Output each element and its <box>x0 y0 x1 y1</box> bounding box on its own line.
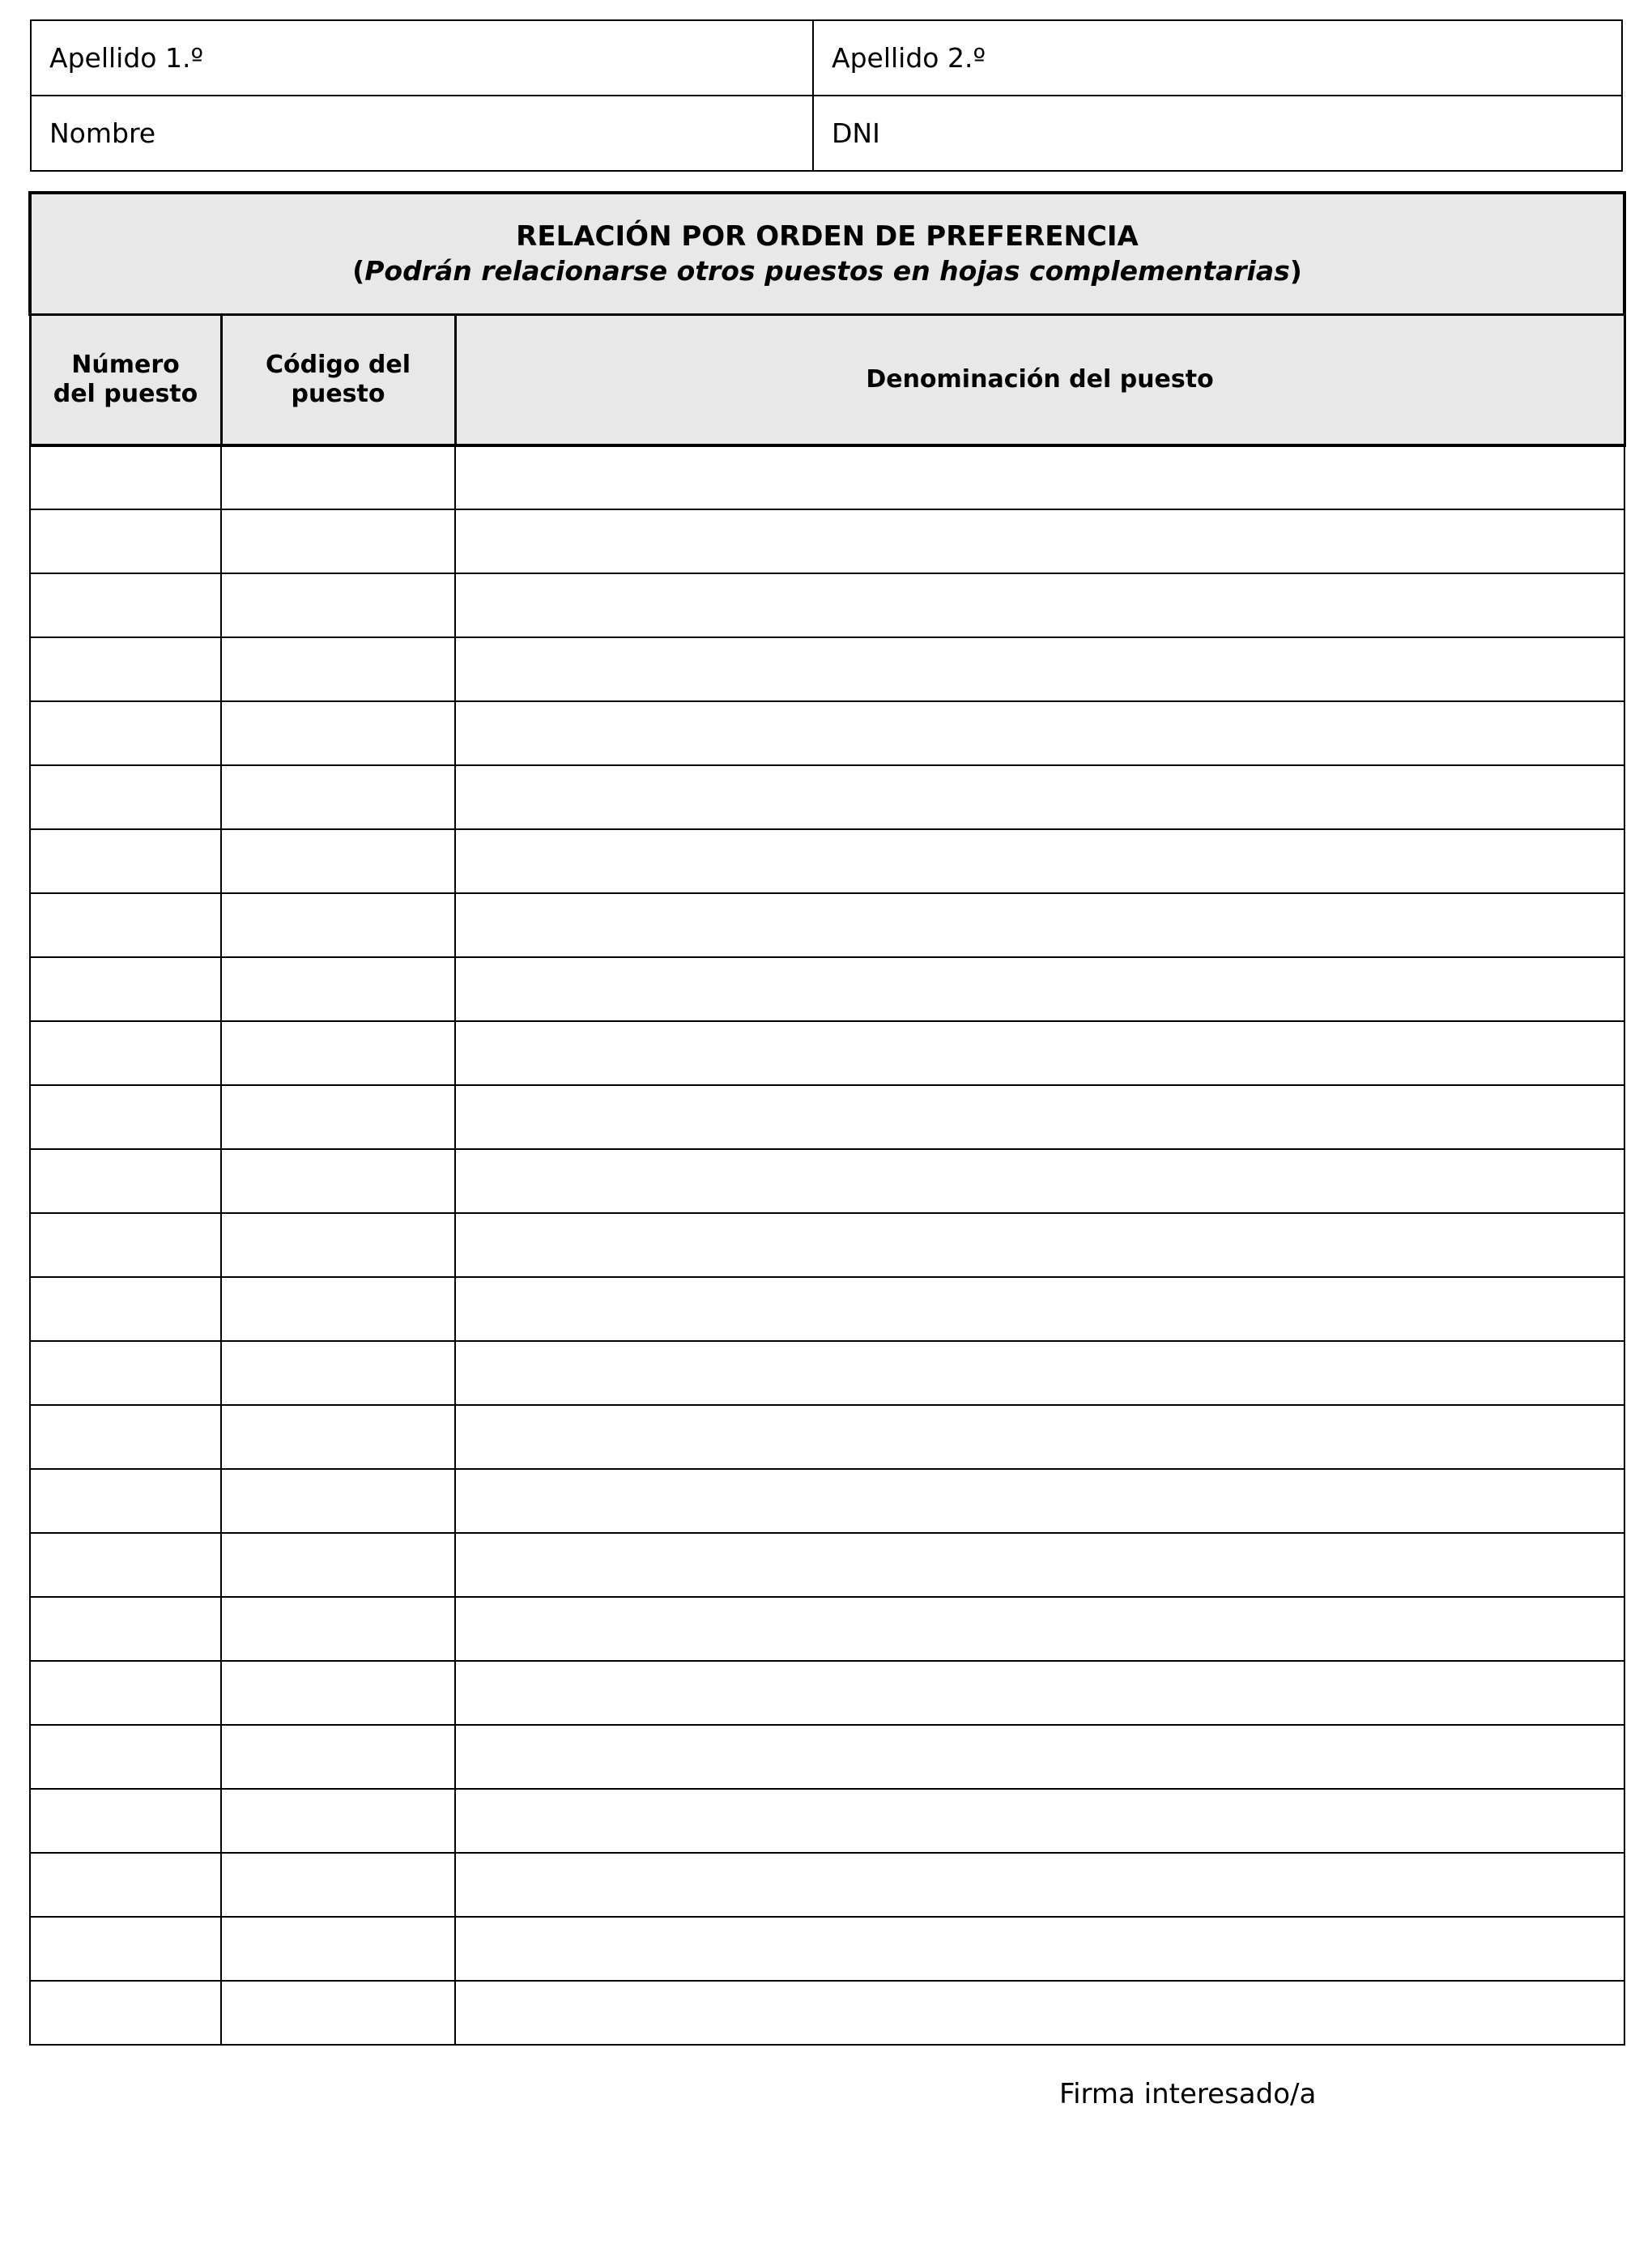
preference-title: RELACIÓN POR ORDEN DE PREFERENCIA <box>516 220 1139 253</box>
codigo-cell[interactable] <box>221 1917 455 1981</box>
table-row <box>30 1469 1624 1533</box>
codigo-cell[interactable] <box>221 957 455 1021</box>
apellido1-field[interactable] <box>31 20 813 96</box>
codigo-cell[interactable] <box>221 1981 455 2045</box>
denominacion-cell[interactable] <box>455 893 1624 957</box>
codigo-cell[interactable] <box>221 573 455 637</box>
numero-cell[interactable] <box>30 1917 221 1981</box>
apellido1-label: Apellido 1.º <box>49 42 203 74</box>
codigo-cell[interactable] <box>221 1405 455 1469</box>
numero-cell[interactable] <box>30 1277 221 1341</box>
table-row <box>30 1149 1624 1213</box>
table-row <box>30 1981 1624 2045</box>
preference-subtitle <box>32 254 1623 288</box>
table-row <box>30 1085 1624 1149</box>
codigo-cell[interactable] <box>221 1533 455 1597</box>
table-row <box>30 1789 1624 1853</box>
codigo-cell[interactable] <box>221 637 455 701</box>
table-row <box>30 1661 1624 1725</box>
codigo-cell[interactable] <box>221 701 455 765</box>
identity-row-name-dni <box>31 96 1622 171</box>
denominacion-cell[interactable] <box>455 1085 1624 1149</box>
preference-table-body <box>30 445 1624 2045</box>
numero-cell[interactable] <box>30 957 221 1021</box>
codigo-cell[interactable] <box>221 1085 455 1149</box>
table-row <box>30 1021 1624 1085</box>
numero-cell[interactable] <box>30 1469 221 1533</box>
dni-label: DNI <box>832 117 880 149</box>
codigo-cell[interactable] <box>221 509 455 573</box>
codigo-cell[interactable] <box>221 1469 455 1533</box>
table-row <box>30 1277 1624 1341</box>
table-row <box>30 1917 1624 1981</box>
denominacion-cell[interactable] <box>455 701 1624 765</box>
denominacion-cell[interactable] <box>455 445 1624 509</box>
numero-cell[interactable] <box>30 1405 221 1469</box>
numero-cell[interactable] <box>30 1597 221 1661</box>
numero-header-line1: Número <box>71 350 180 379</box>
numero-cell[interactable] <box>30 1981 221 2045</box>
numero-cell[interactable] <box>30 1853 221 1917</box>
table-row <box>30 1213 1624 1277</box>
numero-cell[interactable] <box>30 1149 221 1213</box>
denominacion-header: Denominación del puesto <box>866 364 1214 394</box>
numero-cell[interactable] <box>30 1021 221 1085</box>
nombre-label: Nombre <box>49 117 156 149</box>
column-header-row <box>30 314 1624 445</box>
denominacion-cell[interactable] <box>455 1853 1624 1917</box>
denominacion-cell[interactable] <box>455 957 1624 1021</box>
table-row <box>30 957 1624 1021</box>
table-row <box>30 1533 1624 1597</box>
codigo-cell[interactable] <box>221 1661 455 1725</box>
table-row <box>30 445 1624 509</box>
dni-field[interactable] <box>813 96 1622 171</box>
table-row <box>30 637 1624 701</box>
table-row <box>30 829 1624 893</box>
denominacion-cell[interactable] <box>455 1661 1624 1725</box>
denominacion-cell[interactable] <box>455 1405 1624 1469</box>
subtitle-open-paren: ( <box>352 255 365 287</box>
preference-title-cell <box>30 193 1624 314</box>
table-row <box>30 573 1624 637</box>
denominacion-cell[interactable] <box>455 765 1624 829</box>
table-row <box>30 701 1624 765</box>
table-row <box>30 1853 1624 1917</box>
column-header-numero <box>30 314 221 445</box>
codigo-cell[interactable] <box>221 1789 455 1853</box>
denominacion-cell[interactable] <box>455 1725 1624 1789</box>
numero-cell[interactable] <box>30 1085 221 1149</box>
denominacion-cell[interactable] <box>455 1789 1624 1853</box>
table-row <box>30 1405 1624 1469</box>
denominacion-cell[interactable] <box>455 1277 1624 1341</box>
codigo-header-line1: Código del <box>265 350 411 379</box>
codigo-cell[interactable] <box>221 1277 455 1341</box>
numero-cell[interactable] <box>30 765 221 829</box>
numero-header-line2: del puesto <box>53 379 198 408</box>
denominacion-cell[interactable] <box>455 509 1624 573</box>
denominacion-cell[interactable] <box>455 1213 1624 1277</box>
table-row <box>30 1725 1624 1789</box>
codigo-cell[interactable] <box>221 765 455 829</box>
numero-cell[interactable] <box>30 1341 221 1405</box>
subtitle-close-paren: ) <box>1289 255 1302 287</box>
codigo-cell[interactable] <box>221 1597 455 1661</box>
denominacion-cell[interactable] <box>455 1469 1624 1533</box>
identity-row-surnames <box>31 20 1622 96</box>
table-row <box>30 765 1624 829</box>
denominacion-cell[interactable] <box>455 1917 1624 1981</box>
denominacion-cell[interactable] <box>455 1597 1624 1661</box>
codigo-cell[interactable] <box>221 1149 455 1213</box>
numero-cell[interactable] <box>30 1661 221 1725</box>
denominacion-cell[interactable] <box>455 637 1624 701</box>
denominacion-cell[interactable] <box>455 1981 1624 2045</box>
nombre-field[interactable] <box>31 96 813 171</box>
numero-cell[interactable] <box>30 637 221 701</box>
codigo-cell[interactable] <box>221 445 455 509</box>
codigo-cell[interactable] <box>221 1853 455 1917</box>
table-row <box>30 1597 1624 1661</box>
preference-title-row <box>30 193 1624 314</box>
denominacion-cell[interactable] <box>455 1149 1624 1213</box>
numero-cell[interactable] <box>30 1789 221 1853</box>
column-header-codigo <box>221 314 455 445</box>
numero-cell[interactable] <box>30 893 221 957</box>
apellido2-label: Apellido 2.º <box>832 42 986 74</box>
codigo-cell[interactable] <box>221 893 455 957</box>
column-header-denominacion <box>455 314 1624 445</box>
numero-cell[interactable] <box>30 573 221 637</box>
denominacion-cell[interactable] <box>455 573 1624 637</box>
denominacion-cell[interactable] <box>455 829 1624 893</box>
codigo-cell[interactable] <box>221 1341 455 1405</box>
denominacion-cell[interactable] <box>455 1533 1624 1597</box>
numero-cell[interactable] <box>30 1533 221 1597</box>
codigo-cell[interactable] <box>221 1213 455 1277</box>
numero-cell[interactable] <box>30 445 221 509</box>
signature-label: Firma interesado/a <box>1059 2078 1317 2110</box>
codigo-header-line2: puesto <box>291 379 385 408</box>
denominacion-cell[interactable] <box>455 1341 1624 1405</box>
numero-cell[interactable] <box>30 701 221 765</box>
apellido2-field[interactable] <box>813 20 1622 96</box>
numero-cell[interactable] <box>30 509 221 573</box>
denominacion-cell[interactable] <box>455 1021 1624 1085</box>
table-row <box>30 893 1624 957</box>
numero-cell[interactable] <box>30 1725 221 1789</box>
codigo-cell[interactable] <box>221 829 455 893</box>
table-row <box>30 1341 1624 1405</box>
table-row <box>30 509 1624 573</box>
numero-cell[interactable] <box>30 1213 221 1277</box>
applicant-identity-table <box>30 19 1623 172</box>
preference-table <box>28 191 1626 2046</box>
subtitle-text: Podrán relacionarse otros puestos en hojas complementarias <box>364 255 1290 287</box>
numero-cell[interactable] <box>30 829 221 893</box>
codigo-cell[interactable] <box>221 1725 455 1789</box>
codigo-cell[interactable] <box>221 1021 455 1085</box>
